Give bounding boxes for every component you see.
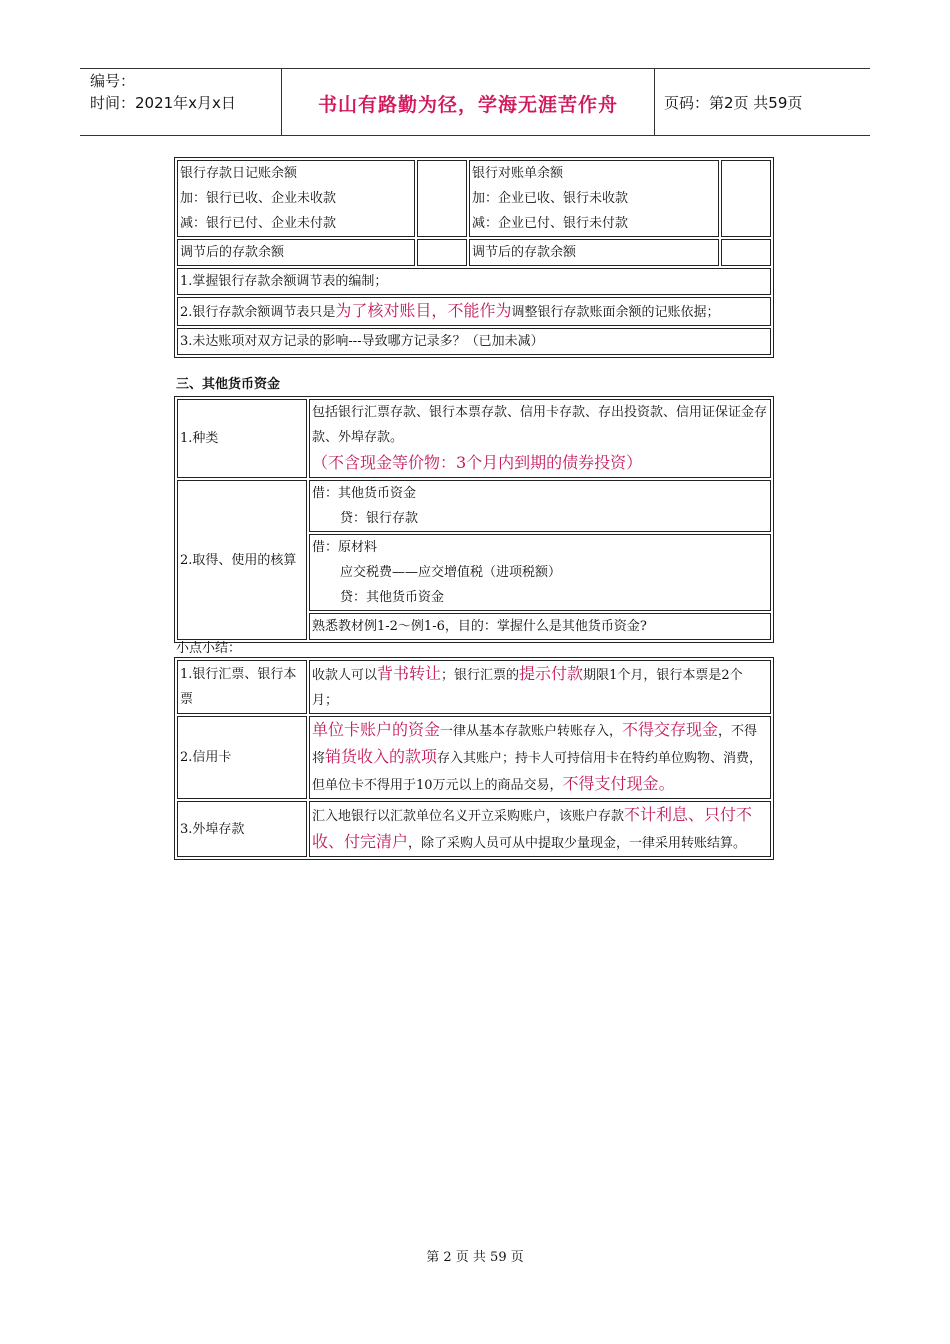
statement-line: 银行对账单余额	[471, 166, 563, 181]
highlight-text: 不计利息、只付不收、付完清户	[312, 805, 753, 851]
bank-ledger-cell	[177, 160, 415, 237]
journal-entry-cell: 熟悉教材例1-2～例1-6，目的：掌握什么是其他货币资金?	[309, 613, 771, 640]
empty-amount-cell	[721, 160, 771, 237]
ledger-line: 银行存款日记账余额	[180, 166, 298, 181]
table-row	[177, 268, 771, 295]
highlight-text: 。	[658, 774, 675, 793]
summary-text: 存入其账户；持卡人可持信用卡在特约单位购物、消费，但单位卡不得用于10万元以上的商品交易，	[312, 751, 763, 793]
summary-text: 一律从基本存款账户转账存入，	[440, 724, 623, 739]
table-row	[177, 480, 771, 532]
journal-entry-cell	[309, 534, 771, 611]
entry-debit-line: 应交税费——应交增值税（进项税额）	[340, 565, 562, 580]
highlight-text: 为了核对账目	[335, 301, 432, 320]
row-label: 1.银行汇票、银行本票	[177, 660, 307, 714]
header-meta	[90, 70, 236, 114]
bank-statement-cell	[469, 160, 719, 237]
statement-line: 减：企业已付、银行未付款	[471, 216, 628, 231]
entry-debit: 借：原材料	[312, 540, 378, 555]
highlight-text: ，	[431, 301, 448, 320]
summary-text-cell	[309, 660, 771, 714]
highlight-text: 不能作为	[447, 301, 512, 320]
table-row	[177, 399, 771, 478]
journal-entry-cell	[309, 480, 771, 532]
entry-debit: 借：其他货币资金	[312, 486, 417, 501]
header-divider	[654, 68, 655, 136]
header-top-rule	[80, 68, 870, 69]
statement-line: 加：企业已收、银行未收款	[471, 191, 628, 206]
empty-amount-cell	[417, 239, 467, 266]
summary-text: 汇入地银行以汇款单位名义开立采购账户，该账户存款	[312, 809, 625, 824]
highlight-text: 背书转让	[377, 664, 442, 683]
summary-text-cell	[309, 716, 771, 799]
adjusted-balance-right: 调节后的存款余额	[469, 239, 719, 266]
ledger-line: 减：银行已付、企业未付款	[180, 216, 337, 231]
summary-table	[174, 657, 774, 860]
reconciliation-table	[174, 157, 774, 358]
note-cell: 3.未达账项对双方记录的影响---导致哪方记录多？（已加未减）	[177, 328, 771, 355]
row-label: 1.种类	[177, 399, 307, 478]
section-title: 三、其他货币资金	[176, 377, 281, 392]
kinds-cell	[309, 399, 771, 478]
entry-credit: 贷：其他货币资金	[340, 590, 445, 605]
highlight-text: （不含现金等价物：3个月内到期的债券投资）	[312, 453, 643, 472]
row-label: 2.取得、使用的核算	[177, 480, 307, 640]
summary-text: 期限1个月，银行本票是2个月；	[312, 668, 743, 708]
summary-text: ，除了采购人员可从中提取少量现金，一律采用转账结算。	[408, 836, 747, 851]
highlight-text: 不得交存现金	[622, 720, 719, 739]
number-label: 编号：	[90, 72, 136, 90]
note-cell	[177, 297, 771, 326]
row-label: 3.外埠存款	[177, 801, 307, 857]
highlight-text: 不得支付现金	[562, 774, 659, 793]
empty-amount-cell	[417, 160, 467, 237]
note-cell: 1.掌握银行存款余额调节表的编制；	[177, 268, 771, 295]
header-bottom-rule	[80, 135, 870, 136]
summary-text: ；银行汇票的	[441, 668, 520, 683]
note-text: 调整银行存款账面余额的记账依据；	[511, 305, 720, 320]
table-row	[177, 716, 771, 799]
summary-text: ，不得将	[312, 724, 758, 766]
summary-title: 小点小结：	[176, 641, 242, 656]
header-page-info: 页码：第2页 共59页	[664, 94, 803, 112]
page-footer: 第 2 页 共 59 页	[426, 1250, 524, 1265]
kinds-text: 包括银行汇票存款、银行本票存款、信用卡存款、存出投资款、信用证保证金存款、外埠存款。	[312, 405, 768, 445]
entry-credit: 贷：银行存款	[340, 511, 419, 526]
time-label: 时间：2021年x月x日	[90, 94, 236, 112]
row-label: 2.信用卡	[177, 716, 307, 799]
highlight-text: 单位卡账户的资金	[312, 720, 441, 739]
summary-text-cell	[309, 801, 771, 857]
table-row	[177, 160, 771, 237]
table-row	[177, 297, 771, 326]
ledger-line: 加：银行已收、企业未收款	[180, 191, 337, 206]
table-row	[177, 328, 771, 355]
highlight-text: 提示付款	[519, 664, 584, 683]
table-row	[177, 801, 771, 857]
note-text: 2.银行存款余额调节表只是	[180, 305, 336, 320]
empty-amount-cell	[721, 239, 771, 266]
highlight-text: 销货收入的款项	[325, 747, 438, 766]
table-row	[177, 239, 771, 266]
header-motto: 书山有路勤为径，学海无涯苦作舟	[317, 94, 618, 116]
adjusted-balance-left: 调节后的存款余额	[177, 239, 415, 266]
other-monetary-funds-table	[174, 396, 774, 643]
table-row	[177, 660, 771, 714]
summary-text: 收款人可以	[312, 668, 378, 683]
